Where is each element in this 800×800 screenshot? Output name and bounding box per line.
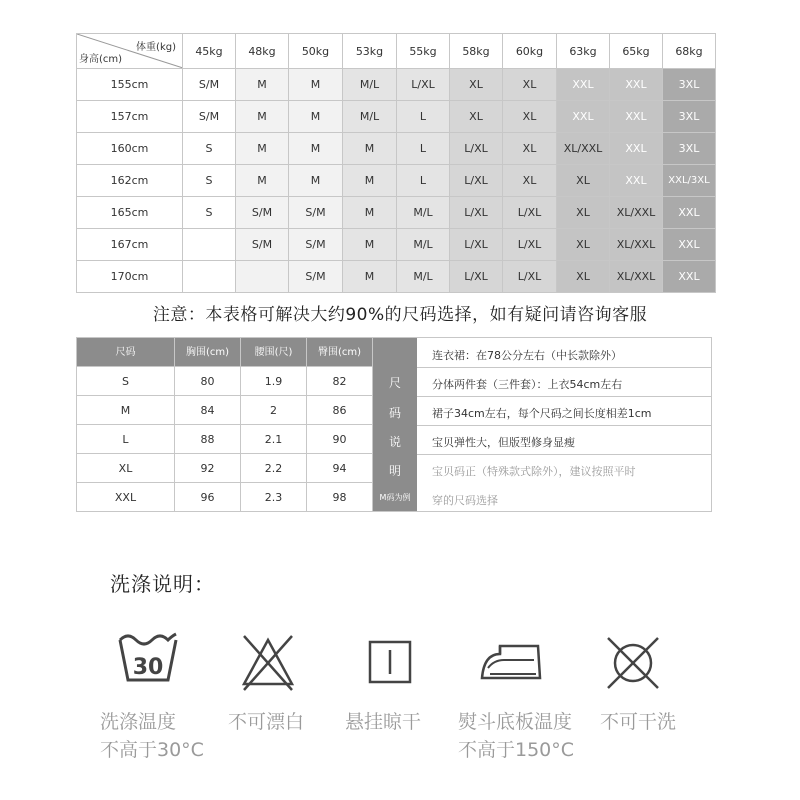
size-cell: XL/XXL [610,261,663,293]
size-cell: M [289,69,343,101]
size-row [77,133,716,165]
measure-col-header: 臀围(cm) [307,338,373,367]
caption-no-dry-clean-line1: 不可干洗 [600,711,677,733]
height-label: 157cm [77,101,183,133]
caption-wash [100,708,204,764]
size-cell [183,229,236,261]
size-cell: L/XL [450,229,503,261]
size-cell: M/L [397,229,450,261]
size-row [77,197,716,229]
caption-wash-line1: 洗涤温度 [100,711,177,733]
weight-col-header: 50kg [289,34,343,69]
size-cell: M [289,101,343,133]
size-cell: XL [450,101,503,133]
size-cell [183,261,236,293]
side-footer: M码为例 [379,493,411,502]
size-chart-table [76,33,716,293]
size-cell: M [289,165,343,197]
size-cell: L/XL [503,197,557,229]
note-divider [417,454,711,455]
weight-col-header: 65kg [610,34,663,69]
size-cell: XXL [610,69,663,101]
size-cell [236,261,289,293]
measure-cell: 94 [307,454,373,483]
size-cell: XXL [610,101,663,133]
measure-col-header: 胸围(cm) [175,338,241,367]
size-cell: L/XL [450,197,503,229]
size-cell: M [343,133,397,165]
measure-cell: 2.2 [241,454,307,483]
measure-note-line: 宝贝弹性大，但版型修身显瘦 [432,436,575,449]
measure-cell: 2.3 [241,483,307,512]
size-note: 注意：本表格可解决大约90%的尺码选择，如有疑问请咨询客服 [152,305,648,325]
size-cell: L/XL [450,133,503,165]
size-cell: M [236,165,289,197]
size-cell: M [289,133,343,165]
size-cell: XL [503,101,557,133]
measure-cell: L [77,425,175,454]
size-cell: M/L [343,101,397,133]
size-cell: S/M [236,229,289,261]
measure-col-header: 尺码 [77,338,175,367]
size-cell: M/L [343,69,397,101]
measure-cell: 80 [175,367,241,396]
size-cell: XL [450,69,503,101]
size-cell: XL [503,133,557,165]
size-cell: S/M [236,197,289,229]
size-cell: L/XL [397,69,450,101]
caption-no-bleach [228,708,304,736]
measure-cell: M [77,396,175,425]
size-cell: M [236,133,289,165]
weight-col-header: 68kg [663,34,716,69]
size-cell: L [397,165,450,197]
weight-col-header: 48kg [236,34,289,69]
size-cell: L/XL [450,261,503,293]
measure-cell: S [77,367,175,396]
size-cell: XXL [610,133,663,165]
side-char: 尺 [388,376,401,390]
size-cell: XXL [663,261,716,293]
measure-side-label [373,338,417,511]
no-dry-clean-icon [604,634,662,696]
size-cell: M [343,197,397,229]
note-divider [417,396,711,397]
caption-iron-line2: 不高于150°C [458,739,575,761]
measure-cell: 2.1 [241,425,307,454]
side-char: 说 [388,435,401,449]
measure-cell: XXL [77,483,175,512]
measure-cell: 90 [307,425,373,454]
size-cell: S [183,197,236,229]
size-row [77,165,716,197]
measure-cell: 84 [175,396,241,425]
side-char: 码 [388,406,401,420]
weight-col-header: 53kg [343,34,397,69]
size-cell: L/XL [503,261,557,293]
size-cell: M/L [397,261,450,293]
height-label: 155cm [77,69,183,101]
measure-cell: 98 [307,483,373,512]
measure-note-line: 裙子34cm左右，每个尺码之间长度相差1cm [432,407,652,420]
size-cell: XL/XXL [557,133,610,165]
caption-no-bleach-line1: 不可漂白 [228,711,305,733]
size-cell: M [236,101,289,133]
size-cell: XL/XXL [610,197,663,229]
height-header: 身高(cm) [79,54,123,65]
size-cell: XXL/3XL [663,165,716,197]
weight-col-header: 60kg [503,34,557,69]
height-label: 165cm [77,197,183,229]
height-label: 167cm [77,229,183,261]
note-divider [417,425,711,426]
caption-hang-dry [345,708,421,736]
measure-note-line: 宝贝码正（特殊款式除外），建议按照平时 [432,465,636,478]
height-label: 162cm [77,165,183,197]
measure-cell: 88 [175,425,241,454]
caption-hang-dry-line1: 悬挂晾干 [345,711,422,733]
measure-note-line: 穿的尺码选择 [432,494,498,507]
measure-cell: 1.9 [241,367,307,396]
size-cell: S/M [183,69,236,101]
no-bleach-icon [238,632,298,696]
wash-temp-label: 30 [132,655,164,680]
side-char: 明 [388,464,401,478]
iron-icon [478,638,550,688]
size-cell: S/M [289,261,343,293]
size-chart-corner [77,34,183,69]
size-cell: XXL [663,229,716,261]
height-label: 160cm [77,133,183,165]
measure-cell: 82 [307,367,373,396]
size-cell: XL [557,165,610,197]
size-cell: S/M [183,101,236,133]
weight-col-header: 63kg [557,34,610,69]
size-cell: M [343,261,397,293]
size-row [77,101,716,133]
size-cell: XL [503,165,557,197]
size-cell: XL [557,229,610,261]
washing-title: 洗涤说明： [110,572,215,596]
note-divider [417,367,711,368]
size-cell: XXL [557,69,610,101]
size-cell: XL/XXL [610,229,663,261]
size-cell: M [236,69,289,101]
measure-cell: XL [77,454,175,483]
measure-cell: 92 [175,454,241,483]
size-cell: S/M [289,229,343,261]
measure-cell: 86 [307,396,373,425]
wash-30-icon [116,630,180,690]
size-cell: 3XL [663,101,716,133]
size-cell: L [397,101,450,133]
size-row [77,261,716,293]
measure-cell: 96 [175,483,241,512]
size-row [77,229,716,261]
size-chart-header-row [77,34,716,69]
height-label: 170cm [77,261,183,293]
measure-cell: 2 [241,396,307,425]
size-cell: XL [503,69,557,101]
measurement-table [76,337,712,512]
size-cell: 3XL [663,69,716,101]
caption-iron [458,708,574,764]
size-cell: S [183,133,236,165]
size-cell: L/XL [503,229,557,261]
hang-dry-icon [368,640,412,688]
weight-col-header: 58kg [450,34,503,69]
caption-iron-line1: 熨斗底板温度 [458,711,573,733]
size-cell: M/L [397,197,450,229]
size-cell: M [343,165,397,197]
size-cell: XL [557,197,610,229]
weight-col-header: 45kg [183,34,236,69]
size-cell: S [183,165,236,197]
size-cell: M [343,229,397,261]
size-row [77,69,716,101]
weight-header: 体重(kg) [136,42,176,53]
size-cell: XL [557,261,610,293]
measure-note-line: 分体两件套（三件套）：上衣54cm左右 [432,378,623,391]
size-cell: S/M [289,197,343,229]
size-cell: XXL [663,197,716,229]
size-cell: XXL [610,165,663,197]
size-cell: XXL [557,101,610,133]
measure-col-header: 腰围(尺) [241,338,307,367]
size-cell: L [397,133,450,165]
weight-col-header: 55kg [397,34,450,69]
size-cell: 3XL [663,133,716,165]
caption-wash-line2: 不高于30°C [100,739,204,761]
measure-note-line: 连衣裙：在78公分左右（中长款除外） [432,349,622,362]
size-cell: L/XL [450,165,503,197]
caption-no-dry-clean [600,708,676,736]
